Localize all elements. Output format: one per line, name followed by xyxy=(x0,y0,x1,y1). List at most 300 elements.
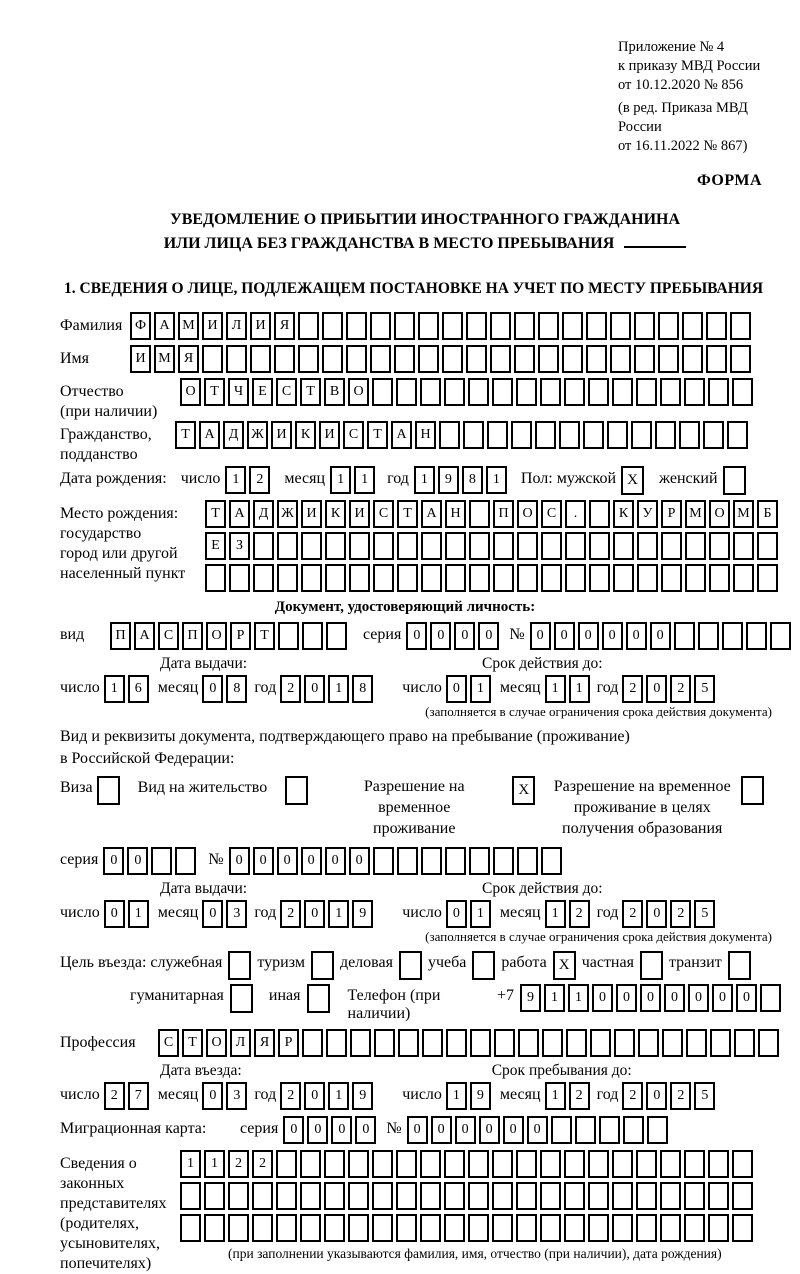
char-cell[interactable] xyxy=(298,312,319,340)
char-cell[interactable] xyxy=(373,532,394,560)
char-cell[interactable] xyxy=(637,532,658,560)
char-cell[interactable] xyxy=(463,421,484,449)
char-cell[interactable] xyxy=(445,564,466,592)
char-cell[interactable] xyxy=(535,421,556,449)
char-cell[interactable] xyxy=(710,1029,731,1057)
char-cell[interactable]: О xyxy=(180,378,201,406)
char-cell[interactable] xyxy=(276,1150,297,1178)
char-cell[interactable] xyxy=(730,312,751,340)
char-cell[interactable] xyxy=(636,1182,657,1210)
char-cell[interactable] xyxy=(541,532,562,560)
char-cell[interactable]: 2 xyxy=(569,1082,590,1110)
char-cell[interactable]: Л xyxy=(230,1029,251,1057)
char-cell[interactable]: Т xyxy=(175,421,196,449)
char-cell[interactable]: 0 xyxy=(616,984,637,1012)
char-cell[interactable] xyxy=(420,1214,441,1242)
char-cell[interactable] xyxy=(444,1182,465,1210)
char-cell[interactable] xyxy=(175,847,196,875)
char-cell[interactable]: М xyxy=(154,345,175,373)
char-cell[interactable]: 0 xyxy=(503,1116,524,1144)
char-cell[interactable] xyxy=(562,312,583,340)
char-cell[interactable] xyxy=(551,1116,572,1144)
char-cell[interactable]: 0 xyxy=(446,675,467,703)
char-cell[interactable]: С xyxy=(276,378,297,406)
char-cell[interactable]: 0 xyxy=(578,622,599,650)
char-cell[interactable]: Т xyxy=(367,421,388,449)
char-cell[interactable] xyxy=(685,564,706,592)
char-cell[interactable]: С xyxy=(158,622,179,650)
char-cell[interactable] xyxy=(540,378,561,406)
char-cell[interactable] xyxy=(493,532,514,560)
char-cell[interactable]: 2 xyxy=(569,900,590,928)
char-cell[interactable]: 0 xyxy=(202,900,223,928)
char-cell[interactable]: 0 xyxy=(202,1082,223,1110)
char-cell[interactable] xyxy=(205,564,226,592)
char-cell[interactable] xyxy=(514,345,535,373)
char-cell[interactable] xyxy=(623,1116,644,1144)
char-cell[interactable] xyxy=(180,1182,201,1210)
char-cell[interactable] xyxy=(588,1182,609,1210)
char-cell[interactable]: Е xyxy=(252,378,273,406)
char-cell[interactable]: А xyxy=(134,622,155,650)
char-cell[interactable] xyxy=(420,1182,441,1210)
char-cell[interactable] xyxy=(397,847,418,875)
char-cell[interactable] xyxy=(636,1150,657,1178)
char-cell[interactable]: И xyxy=(349,500,370,528)
char-cell[interactable] xyxy=(565,564,586,592)
char-cell[interactable] xyxy=(394,345,415,373)
char-cell[interactable]: 0 xyxy=(355,1116,376,1144)
char-cell[interactable]: 0 xyxy=(202,675,223,703)
char-cell[interactable]: 0 xyxy=(646,1082,667,1110)
char-cell[interactable] xyxy=(421,847,442,875)
char-cell[interactable] xyxy=(586,345,607,373)
char-cell[interactable] xyxy=(732,378,753,406)
char-cell[interactable]: М xyxy=(733,500,754,528)
char-cell[interactable]: 0 xyxy=(104,900,125,928)
char-cell[interactable] xyxy=(634,345,655,373)
char-cell[interactable] xyxy=(758,1029,779,1057)
char-cell[interactable] xyxy=(658,312,679,340)
purpose-study-checkbox[interactable] xyxy=(472,951,495,980)
char-cell[interactable]: Д xyxy=(223,421,244,449)
char-cell[interactable] xyxy=(420,378,441,406)
char-cell[interactable] xyxy=(396,1182,417,1210)
char-cell[interactable] xyxy=(420,1150,441,1178)
char-cell[interactable]: 3 xyxy=(226,1082,247,1110)
char-cell[interactable] xyxy=(421,564,442,592)
char-cell[interactable]: 1 xyxy=(204,1150,225,1178)
char-cell[interactable]: З xyxy=(229,532,250,560)
char-cell[interactable] xyxy=(540,1150,561,1178)
char-cell[interactable]: 2 xyxy=(670,1082,691,1110)
char-cell[interactable] xyxy=(757,532,778,560)
char-cell[interactable] xyxy=(732,1182,753,1210)
char-cell[interactable] xyxy=(590,1029,611,1057)
char-cell[interactable]: 0 xyxy=(455,1116,476,1144)
char-cell[interactable]: 2 xyxy=(622,675,643,703)
char-cell[interactable] xyxy=(655,421,676,449)
char-cell[interactable] xyxy=(516,1182,537,1210)
char-cell[interactable]: Т xyxy=(254,622,275,650)
char-cell[interactable] xyxy=(324,1214,345,1242)
char-cell[interactable] xyxy=(250,345,271,373)
char-cell[interactable]: 2 xyxy=(670,900,691,928)
char-cell[interactable] xyxy=(276,1214,297,1242)
char-cell[interactable] xyxy=(346,312,367,340)
char-cell[interactable] xyxy=(564,1150,585,1178)
purpose-other-checkbox[interactable] xyxy=(307,984,330,1013)
char-cell[interactable]: Р xyxy=(230,622,251,650)
char-cell[interactable]: 9 xyxy=(352,1082,373,1110)
char-cell[interactable]: Т xyxy=(205,500,226,528)
char-cell[interactable] xyxy=(370,312,391,340)
char-cell[interactable]: 9 xyxy=(470,1082,491,1110)
char-cell[interactable]: 0 xyxy=(277,847,298,875)
char-cell[interactable]: 0 xyxy=(406,622,427,650)
char-cell[interactable]: С xyxy=(158,1029,179,1057)
char-cell[interactable] xyxy=(612,1150,633,1178)
char-cell[interactable] xyxy=(326,1029,347,1057)
char-cell[interactable]: 0 xyxy=(479,1116,500,1144)
char-cell[interactable] xyxy=(708,1150,729,1178)
char-cell[interactable]: 0 xyxy=(646,675,667,703)
char-cell[interactable]: 0 xyxy=(640,984,661,1012)
char-cell[interactable] xyxy=(636,1214,657,1242)
char-cell[interactable] xyxy=(709,564,730,592)
char-cell[interactable]: 1 xyxy=(545,675,566,703)
char-cell[interactable]: И xyxy=(319,421,340,449)
char-cell[interactable] xyxy=(422,1029,443,1057)
char-cell[interactable] xyxy=(541,564,562,592)
char-cell[interactable] xyxy=(470,1029,491,1057)
char-cell[interactable] xyxy=(398,1029,419,1057)
char-cell[interactable]: Л xyxy=(226,312,247,340)
char-cell[interactable]: Н xyxy=(415,421,436,449)
char-cell[interactable] xyxy=(706,312,727,340)
char-cell[interactable]: 1 xyxy=(328,900,349,928)
char-cell[interactable]: 0 xyxy=(283,1116,304,1144)
char-cell[interactable]: 0 xyxy=(478,622,499,650)
char-cell[interactable] xyxy=(612,378,633,406)
char-cell[interactable]: 0 xyxy=(554,622,575,650)
char-cell[interactable]: 8 xyxy=(462,466,483,494)
char-cell[interactable] xyxy=(684,378,705,406)
char-cell[interactable]: С xyxy=(373,500,394,528)
char-cell[interactable]: А xyxy=(154,312,175,340)
char-cell[interactable] xyxy=(348,1182,369,1210)
char-cell[interactable] xyxy=(490,345,511,373)
char-cell[interactable] xyxy=(346,345,367,373)
char-cell[interactable] xyxy=(493,847,514,875)
char-cell[interactable] xyxy=(322,345,343,373)
visa-checkbox[interactable] xyxy=(97,776,120,805)
char-cell[interactable]: 0 xyxy=(325,847,346,875)
char-cell[interactable]: 6 xyxy=(128,675,149,703)
char-cell[interactable] xyxy=(324,1182,345,1210)
char-cell[interactable]: О xyxy=(517,500,538,528)
char-cell[interactable]: П xyxy=(182,622,203,650)
char-cell[interactable] xyxy=(445,532,466,560)
char-cell[interactable] xyxy=(589,532,610,560)
char-cell[interactable] xyxy=(662,1029,683,1057)
char-cell[interactable] xyxy=(278,622,299,650)
char-cell[interactable] xyxy=(277,564,298,592)
char-cell[interactable] xyxy=(253,564,274,592)
char-cell[interactable] xyxy=(302,1029,323,1057)
char-cell[interactable] xyxy=(631,421,652,449)
char-cell[interactable]: Н xyxy=(445,500,466,528)
char-cell[interactable] xyxy=(372,1182,393,1210)
char-cell[interactable]: Ф xyxy=(130,312,151,340)
char-cell[interactable] xyxy=(612,1214,633,1242)
char-cell[interactable]: 2 xyxy=(280,675,301,703)
char-cell[interactable] xyxy=(636,378,657,406)
char-cell[interactable]: Р xyxy=(278,1029,299,1057)
char-cell[interactable] xyxy=(722,622,743,650)
char-cell[interactable]: 2 xyxy=(249,466,270,494)
purpose-official-checkbox[interactable] xyxy=(228,951,251,980)
char-cell[interactable] xyxy=(698,622,719,650)
char-cell[interactable]: 1 xyxy=(328,675,349,703)
purpose-private-checkbox[interactable] xyxy=(640,951,663,980)
char-cell[interactable] xyxy=(613,532,634,560)
char-cell[interactable]: К xyxy=(295,421,316,449)
char-cell[interactable]: М xyxy=(178,312,199,340)
char-cell[interactable]: 0 xyxy=(307,1116,328,1144)
char-cell[interactable] xyxy=(492,1150,513,1178)
char-cell[interactable]: 0 xyxy=(646,900,667,928)
char-cell[interactable] xyxy=(607,421,628,449)
char-cell[interactable]: 0 xyxy=(407,1116,428,1144)
purpose-business-checkbox[interactable] xyxy=(399,951,422,980)
char-cell[interactable] xyxy=(660,1150,681,1178)
char-cell[interactable]: 1 xyxy=(328,1082,349,1110)
char-cell[interactable] xyxy=(703,421,724,449)
char-cell[interactable]: 1 xyxy=(470,900,491,928)
char-cell[interactable] xyxy=(373,847,394,875)
char-cell[interactable] xyxy=(757,564,778,592)
char-cell[interactable] xyxy=(325,532,346,560)
char-cell[interactable] xyxy=(658,345,679,373)
char-cell[interactable]: 9 xyxy=(352,900,373,928)
char-cell[interactable] xyxy=(492,378,513,406)
char-cell[interactable] xyxy=(661,564,682,592)
char-cell[interactable] xyxy=(493,564,514,592)
char-cell[interactable] xyxy=(610,312,631,340)
char-cell[interactable] xyxy=(684,1214,705,1242)
char-cell[interactable]: М xyxy=(685,500,706,528)
char-cell[interactable]: Д xyxy=(253,500,274,528)
char-cell[interactable] xyxy=(229,564,250,592)
char-cell[interactable] xyxy=(397,532,418,560)
char-cell[interactable] xyxy=(301,532,322,560)
char-cell[interactable] xyxy=(575,1116,596,1144)
char-cell[interactable] xyxy=(468,1150,489,1178)
char-cell[interactable] xyxy=(760,984,781,1012)
char-cell[interactable] xyxy=(734,1029,755,1057)
char-cell[interactable] xyxy=(566,1029,587,1057)
char-cell[interactable] xyxy=(511,421,532,449)
char-cell[interactable]: 0 xyxy=(103,847,124,875)
char-cell[interactable] xyxy=(727,421,748,449)
char-cell[interactable]: 3 xyxy=(226,900,247,928)
char-cell[interactable]: 1 xyxy=(414,466,435,494)
char-cell[interactable] xyxy=(326,622,347,650)
char-cell[interactable] xyxy=(325,564,346,592)
char-cell[interactable]: 5 xyxy=(694,1082,715,1110)
char-cell[interactable] xyxy=(487,421,508,449)
char-cell[interactable]: Т xyxy=(204,378,225,406)
char-cell[interactable]: 0 xyxy=(712,984,733,1012)
char-cell[interactable] xyxy=(708,1214,729,1242)
char-cell[interactable] xyxy=(679,421,700,449)
purpose-tourism-checkbox[interactable] xyxy=(311,951,334,980)
char-cell[interactable] xyxy=(228,1214,249,1242)
char-cell[interactable] xyxy=(394,312,415,340)
char-cell[interactable]: 2 xyxy=(670,675,691,703)
char-cell[interactable] xyxy=(542,1029,563,1057)
char-cell[interactable]: А xyxy=(229,500,250,528)
char-cell[interactable] xyxy=(565,532,586,560)
char-cell[interactable]: 2 xyxy=(622,1082,643,1110)
char-cell[interactable] xyxy=(350,1029,371,1057)
char-cell[interactable]: 1 xyxy=(470,675,491,703)
char-cell[interactable]: 0 xyxy=(331,1116,352,1144)
char-cell[interactable]: 1 xyxy=(180,1150,201,1178)
char-cell[interactable] xyxy=(204,1182,225,1210)
char-cell[interactable]: И xyxy=(130,345,151,373)
char-cell[interactable]: 5 xyxy=(694,675,715,703)
char-cell[interactable] xyxy=(469,847,490,875)
char-cell[interactable] xyxy=(444,1150,465,1178)
char-cell[interactable] xyxy=(277,532,298,560)
char-cell[interactable] xyxy=(684,1150,705,1178)
char-cell[interactable]: 1 xyxy=(569,675,590,703)
char-cell[interactable]: 0 xyxy=(253,847,274,875)
char-cell[interactable] xyxy=(396,1214,417,1242)
char-cell[interactable] xyxy=(586,312,607,340)
char-cell[interactable] xyxy=(274,345,295,373)
char-cell[interactable]: 0 xyxy=(736,984,757,1012)
char-cell[interactable]: 0 xyxy=(454,622,475,650)
char-cell[interactable] xyxy=(322,312,343,340)
char-cell[interactable] xyxy=(516,378,537,406)
char-cell[interactable]: К xyxy=(613,500,634,528)
char-cell[interactable] xyxy=(583,421,604,449)
char-cell[interactable]: 0 xyxy=(127,847,148,875)
char-cell[interactable]: Т xyxy=(182,1029,203,1057)
char-cell[interactable]: И xyxy=(271,421,292,449)
char-cell[interactable] xyxy=(418,312,439,340)
char-cell[interactable] xyxy=(708,378,729,406)
char-cell[interactable]: П xyxy=(110,622,131,650)
char-cell[interactable] xyxy=(588,1214,609,1242)
char-cell[interactable] xyxy=(349,564,370,592)
char-cell[interactable] xyxy=(180,1214,201,1242)
char-cell[interactable] xyxy=(613,564,634,592)
char-cell[interactable]: 2 xyxy=(280,900,301,928)
char-cell[interactable]: 9 xyxy=(520,984,541,1012)
char-cell[interactable]: Ч xyxy=(228,378,249,406)
char-cell[interactable] xyxy=(732,1214,753,1242)
char-cell[interactable]: 0 xyxy=(592,984,613,1012)
char-cell[interactable] xyxy=(300,1214,321,1242)
char-cell[interactable] xyxy=(298,345,319,373)
char-cell[interactable] xyxy=(730,345,751,373)
char-cell[interactable] xyxy=(492,1214,513,1242)
char-cell[interactable]: 1 xyxy=(486,466,507,494)
char-cell[interactable]: И xyxy=(250,312,271,340)
char-cell[interactable] xyxy=(397,564,418,592)
char-cell[interactable] xyxy=(706,345,727,373)
char-cell[interactable] xyxy=(708,1182,729,1210)
char-cell[interactable] xyxy=(660,1214,681,1242)
char-cell[interactable]: И xyxy=(202,312,223,340)
char-cell[interactable] xyxy=(647,1116,668,1144)
char-cell[interactable] xyxy=(372,378,393,406)
char-cell[interactable]: 0 xyxy=(626,622,647,650)
char-cell[interactable] xyxy=(540,1182,561,1210)
char-cell[interactable] xyxy=(589,500,610,528)
char-cell[interactable]: 1 xyxy=(128,900,149,928)
char-cell[interactable]: 1 xyxy=(225,466,246,494)
char-cell[interactable]: Ж xyxy=(277,500,298,528)
char-cell[interactable] xyxy=(348,1150,369,1178)
char-cell[interactable] xyxy=(373,564,394,592)
char-cell[interactable]: У xyxy=(637,500,658,528)
char-cell[interactable] xyxy=(682,312,703,340)
temp-residence-checkbox[interactable]: X xyxy=(512,776,535,805)
char-cell[interactable]: Ж xyxy=(247,421,268,449)
char-cell[interactable] xyxy=(228,1182,249,1210)
char-cell[interactable] xyxy=(252,1182,273,1210)
char-cell[interactable] xyxy=(517,847,538,875)
char-cell[interactable]: О xyxy=(206,622,227,650)
char-cell[interactable] xyxy=(466,312,487,340)
char-cell[interactable]: О xyxy=(709,500,730,528)
char-cell[interactable] xyxy=(469,532,490,560)
gender-female-checkbox[interactable] xyxy=(723,466,746,495)
char-cell[interactable]: Т xyxy=(397,500,418,528)
char-cell[interactable]: К xyxy=(325,500,346,528)
char-cell[interactable]: 0 xyxy=(349,847,370,875)
char-cell[interactable] xyxy=(469,500,490,528)
char-cell[interactable]: 1 xyxy=(354,466,375,494)
char-cell[interactable]: 9 xyxy=(438,466,459,494)
char-cell[interactable] xyxy=(516,1214,537,1242)
char-cell[interactable]: 0 xyxy=(301,847,322,875)
char-cell[interactable] xyxy=(610,345,631,373)
char-cell[interactable] xyxy=(372,1150,393,1178)
char-cell[interactable]: 2 xyxy=(104,1082,125,1110)
char-cell[interactable]: Е xyxy=(205,532,226,560)
char-cell[interactable]: . xyxy=(565,500,586,528)
char-cell[interactable] xyxy=(421,532,442,560)
char-cell[interactable] xyxy=(518,1029,539,1057)
char-cell[interactable] xyxy=(444,1214,465,1242)
char-cell[interactable] xyxy=(494,1029,515,1057)
char-cell[interactable]: 0 xyxy=(304,900,325,928)
char-cell[interactable] xyxy=(634,312,655,340)
char-cell[interactable]: 2 xyxy=(252,1150,273,1178)
char-cell[interactable] xyxy=(445,847,466,875)
char-cell[interactable] xyxy=(252,1214,273,1242)
char-cell[interactable] xyxy=(302,622,323,650)
char-cell[interactable] xyxy=(466,345,487,373)
char-cell[interactable] xyxy=(682,345,703,373)
char-cell[interactable] xyxy=(204,1214,225,1242)
